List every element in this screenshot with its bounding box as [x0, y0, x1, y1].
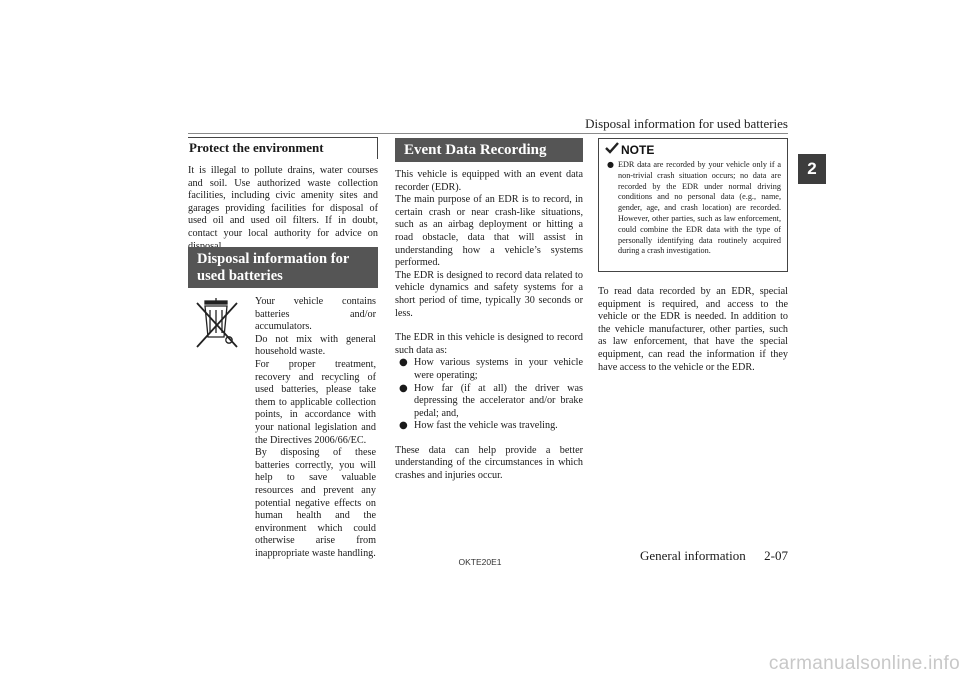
- edr-access-text: To read data recorded by an EDR, special equipment is required, and access to the vehicle or the EDR is needed. In addition to the vehicle manufacturer, other parties, such as law enforcement, that have the special equipment, can read the information if they have access to the vehicle or the EDR.: [598, 286, 788, 373]
- watermark: carmanualsonline.info: [768, 653, 960, 674]
- edr-access-paragraph: [598, 286, 788, 374]
- battery-line: Your vehicle contains batteries and/or accumulators.: [255, 296, 376, 333]
- crossed-out-wheelie-bin-icon: [193, 297, 241, 352]
- protect-environment-body: [188, 165, 378, 253]
- protect-environment-heading: Protect the environment: [188, 137, 378, 159]
- note-box: [598, 138, 788, 272]
- document-code: OKTE20E1: [458, 557, 502, 567]
- edr-para-1: This vehicle is equipped with an event data recorder (EDR).: [395, 169, 583, 193]
- battery-text-block: [255, 296, 376, 560]
- bullet-dot-icon: ●: [399, 420, 408, 432]
- edr-bullet-text: How far (if at all) the driver was depressing the accelerator and/or brake pedal; and,: [414, 382, 583, 419]
- edr-body: [395, 169, 583, 483]
- page-number: 2-07: [764, 548, 788, 563]
- note-label: NOTE: [621, 142, 655, 157]
- note-header: [599, 139, 787, 157]
- chapter-tab: 2: [798, 154, 826, 184]
- battery-line: By disposing of these batteries correctly, you will help to save valuable resources and prevent any potential negative effects on human health and the environment which could otherwise arise from inappropriate waste handling.: [255, 447, 376, 559]
- edr-bullet-text: How fast the vehicle was traveling.: [414, 420, 558, 432]
- edr-bullet: [395, 357, 583, 382]
- bullet-dot-icon: ●: [399, 382, 408, 394]
- bullet-dot-icon: ●: [399, 357, 408, 369]
- disposal-heading: Disposal information for used batteries: [188, 247, 378, 288]
- bullet-dot-icon: ●: [607, 160, 614, 169]
- edr-para-3: The EDR is designed to record data related to vehicle dynamics and safety systems for a short period of time, typically 30 seconds or less.: [395, 269, 583, 319]
- note-item: [599, 157, 787, 257]
- header-rule: [188, 133, 788, 134]
- edr-para-4: The EDR in this vehicle is designed to record such data as:: [395, 332, 583, 356]
- checkmark-icon: [605, 141, 619, 159]
- edr-bullet-text: How various systems in your vehicle were operating;: [414, 357, 583, 381]
- edr-heading: Event Data Recording: [395, 138, 583, 162]
- edr-bullet: [395, 420, 583, 433]
- edr-bullet: [395, 383, 583, 421]
- edr-para-2: The main purpose of an EDR is to record, in certain crash or near crash-like situations, such as an airbag deployment or hitting a road obstacle, data that will assist in understanding how a vehicle’s systems performed.: [395, 194, 583, 269]
- footer-section-name: General information: [640, 548, 746, 563]
- battery-line: Do not mix with general household waste.: [255, 333, 376, 358]
- note-text: EDR data are recorded by your vehicle only if a non-trivial crash situation occurs; no data are recorded by the EDR under normal driving conditions and no personal data (e.g., name, gender, age, and crash location) are recorded. However, other parties, such as law enforcement, could combine the EDR data with the type of personally identifying data routinely acquired during a crash investigation.: [618, 160, 781, 256]
- edr-para-5: These data can help provide a better understanding of the circumstances in which crashes and injuries occur.: [395, 444, 583, 482]
- protect-environment-text: It is illegal to pollute drains, water courses and soil. Use authorized waste collection facilities, including civic amenity sites and garages providing facilities for disposal of used oil and used oil filters. If in doubt, contact your local authority for advice on: [188, 165, 378, 239]
- battery-line: For proper treatment, recovery and recycling of used batteries, please take them to applicable collection points, in accordance with your national legislation and the Directives 2006/66/EC.: [255, 358, 376, 446]
- running-header-title: Disposal information for used batteries: [585, 116, 788, 131]
